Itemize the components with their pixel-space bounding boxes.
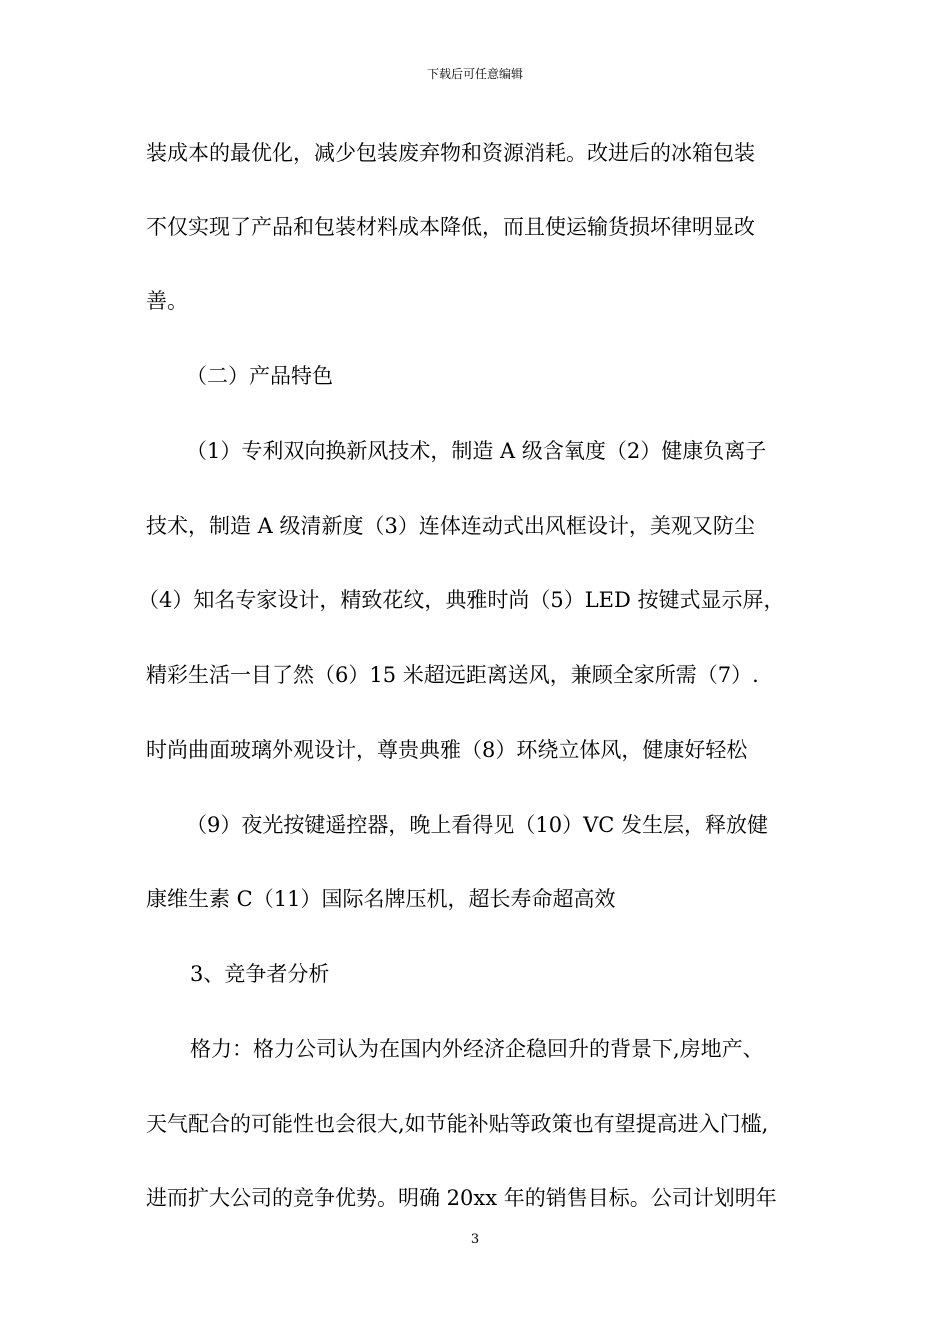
body-line: 康维生素 C（11）国际名牌压机，超长寿命超高效 [146,887,616,911]
body-line: 装成本的最优化，减少包装废弃物和资源消耗。改进后的冰箱包装 [146,141,755,165]
body-line: 格力：格力公司认为在国内外经济企稳回升的背景下,房地产、 [190,1037,764,1061]
page-number: 3 [470,1232,480,1247]
body-line: 技术，制造 A 级清新度（3）连体连动式出风框设计，美观又防尘 [146,514,755,538]
body-line: （1）专利双向换新风技术，制造 A 级含氧度（2）健康负离子 [186,439,767,463]
page-header: 下载后可任意编辑 [426,67,523,81]
body-line: （4）知名专家设计，精致花纹，典雅时尚（5）LED 按键式显示屏， [138,588,785,612]
section-heading: 3、竞争者分析 [190,962,330,986]
body-line: 精彩生活一目了然（6）15 米超远距离送风，兼顾全家所需（7）. [146,663,759,687]
body-line: （9）夜光按键遥控器，晚上看得见（10）VC 发生层，释放健 [186,813,768,837]
body-line: 时尚曲面玻璃外观设计，尊贵典雅（8）环绕立体风，健康好轻松 [146,738,748,762]
section-heading: （二）产品特色 [186,364,333,388]
body-line: 进而扩大公司的竞争优势。明确 20xx 年的销售目标。公司计划明年 [146,1186,777,1210]
body-line: 天气配合的可能性也会很大,如节能补贴等政策也有望提高进入门槛, [146,1112,769,1136]
body-line: 不仅实现了产品和包装材料成本降低，而且使运输货损坏律明显改 [146,215,755,239]
body-line: 善。 [146,289,188,313]
